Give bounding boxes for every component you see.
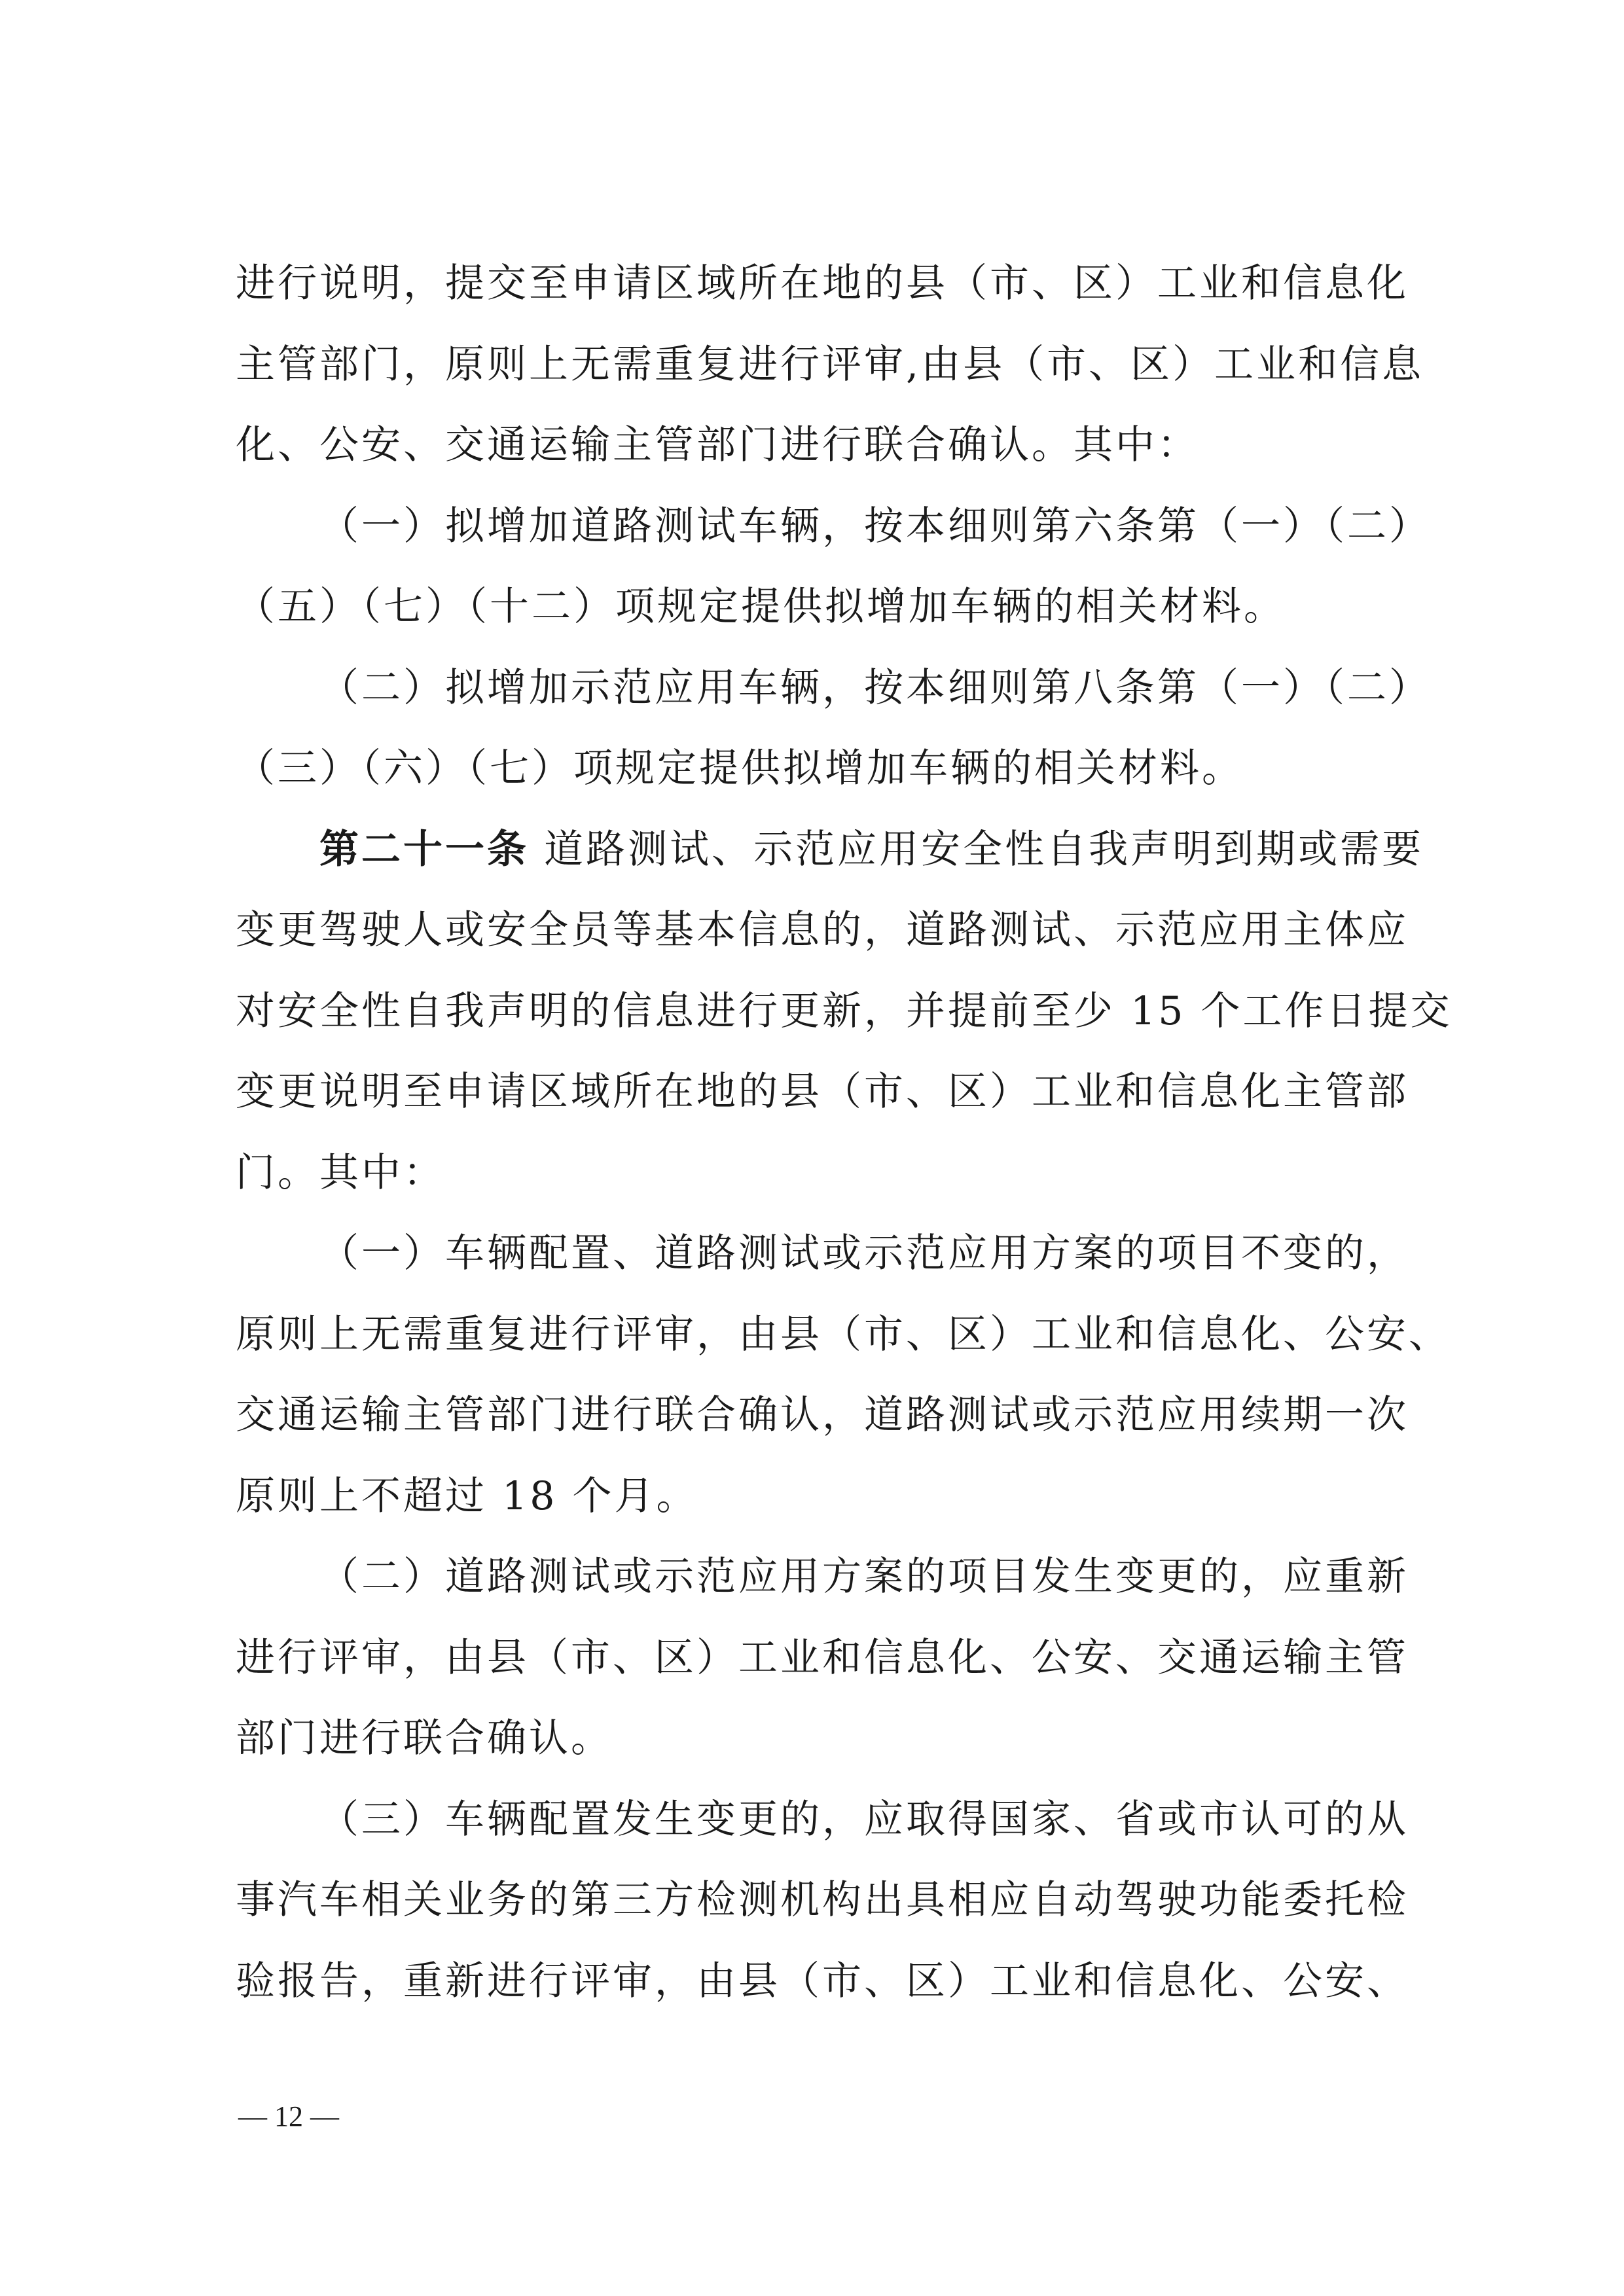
text-line: 对安全性自我声明的信息进行更新，并提前至少 15 个工作日提交 [236, 988, 1453, 1034]
text-line: （五）（七）（十二）项规定提供拟增加车辆的相关材料。 [236, 584, 1286, 630]
text-line: 部门进行联合确认。 [236, 1715, 613, 1761]
text-line: 验报告，重新进行评审，由县（市、区）工业和信息化、公安、 [236, 1958, 1409, 2004]
document-body [236, 243, 1453, 2022]
text-line: （二）道路测试或示范应用方案的项目发生变更的，应重新 [319, 1554, 1409, 1600]
page-number: — 12 — [238, 2100, 339, 2132]
text-line: 变更说明至申请区域所在地的县（市、区）工业和信息化主管部 [236, 1069, 1409, 1115]
text-line: 原则上不超过 18 个月。 [236, 1473, 698, 1519]
text-line: 原则上无需重复进行评审，由县（市、区）工业和信息化、公安、 [236, 1311, 1451, 1357]
article-text: 道路测试、示范应用安全性自我声明到期或需要 [544, 826, 1424, 872]
text-line: 事汽车相关业务的第三方检测机构出具相应自动驾驶功能委托检 [236, 1877, 1409, 1923]
text-line: 主管部门，原则上无需重复进行评审,由县（市、区）工业和信息 [236, 341, 1424, 387]
text-line: 交通运输主管部门进行联合确认，道路测试或示范应用续期一次 [236, 1392, 1409, 1438]
article-heading: 第二十一条 [319, 826, 529, 872]
text-line: 进行评审，由县（市、区）工业和信息化、公安、交通运输主管 [236, 1634, 1409, 1681]
text-line: 变更驾驶人或安全员等基本信息的，道路测试、示范应用主体应 [236, 907, 1409, 953]
text-line: （一）车辆配置、道路测试或示范应用方案的项目不变的， [319, 1230, 1409, 1276]
text-line: （二）拟增加示范应用车辆，按本细则第八条第（一）（二） [319, 664, 1431, 711]
text-line: 进行说明，提交至申请区域所在地的县（市、区）工业和信息化 [236, 260, 1409, 306]
text-line: 化、公安、交通运输主管部门进行联合确认。其中： [236, 422, 1199, 468]
text-line: （三）（六）（七）项规定提供拟增加车辆的相关材料。 [236, 745, 1244, 791]
text-line: （三）车辆配置发生变更的，应取得国家、省或市认可的从 [319, 1796, 1409, 1842]
text-line: 门。其中： [236, 1149, 445, 1196]
article-first-line [236, 810, 1424, 891]
text-line: （一）拟增加道路测试车辆，按本细则第六条第（一）（二） [319, 503, 1431, 549]
